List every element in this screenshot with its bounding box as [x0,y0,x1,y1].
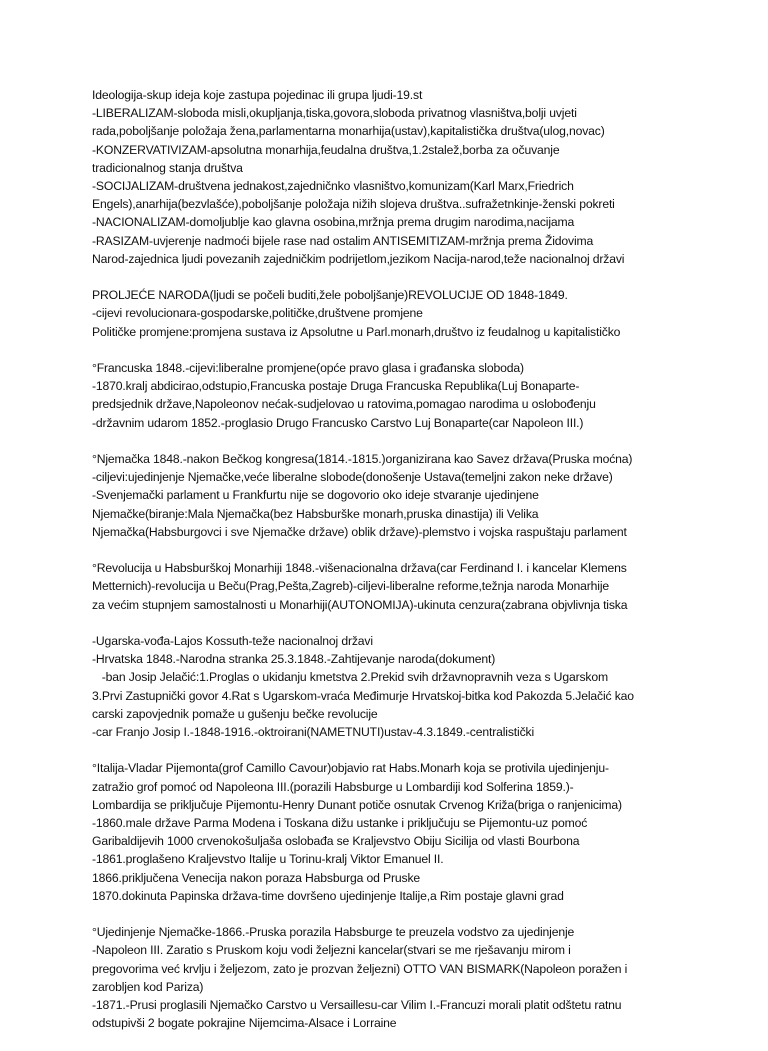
text-line: carski zapovjednik pomaže u gušenju bečke revolucije [92,706,378,721]
text-line: -RASIZAM-uvjerenje nadmoći bijele rase nad ostalim ANTISEMITIZAM-mržnja prema Židovima [92,233,594,248]
text-line: -Hrvatska 1848.-Narodna stranka 25.3.1848.-Zahtijevanje naroda(dokument) [92,652,496,667]
text-line: °Njemačka 1848.-nakon Bečkog kongresa(1814.-1815.)organizirana kao Savez država(Pruska moćna) [92,452,633,467]
text-line: 3.Prvi Zastupnički govor 4.Rat s Ugarskom-vraća Međimurje Hrvatskoj-bitka kod Pakozda 5.Jelačić kao [92,688,634,703]
text-line: -NACIONALIZAM-domoljublje kao glavna osobina,mržnja prema drugim narodima,nacijama [92,215,575,230]
text-line: Njemačka(Habsburgovci i sve Njemačke države) oblik države)-plemstvo i vojska raspuštaju parlament [92,524,627,539]
paragraph-ideologies [92,86,692,268]
text-line: Metternich)-revolucija u Beču(Prag,Pešta,Zagreb)-ciljevi-liberalne reforme,težnja naroda Monarhije [92,579,610,594]
text-line: Lombardija se priključuje Pijemontu-Henry Dunant potiče osnutak Crvenog Križa(briga o ranjenicima) [92,797,622,812]
text-line: Političke promjene:promjena sustava iz Apsolutne u Parl.monarh,društvo iz feudalnog u kapitalističko [92,324,621,339]
paragraph-italy [92,759,692,905]
text-line: °Revolucija u Habsburškoj Monarhiji 1848.-višenacionalna država(car Ferdinand I. i kancelar Klemens [92,561,627,576]
paragraph-hungary-croatia [92,632,692,741]
text-line: -1870.kralj abdicirao,odstupio,Francuska postaje Druga Francuska Republika(Luj Bonaparte- [92,379,580,394]
text-line: °Francuska 1848.-cijevi:liberalne promjene(opće pravo glasa i građanska sloboda) [92,361,524,376]
text-line: Ideologija-skup ideja koje zastupa pojedinac ili grupa ljudi-19.st [92,88,423,102]
paragraph-spring-of-nations [92,286,692,341]
paragraph-france [92,359,692,432]
text-line: -KONZERVATIVIZAM-apsolutna monarhija,feudalna društva,1.2stalež,borba za očuvanje [92,142,560,157]
text-line: zarobljen kod Pariza) [92,979,204,994]
text-line: pregovorima već krvlju i željezom, zato je prozvan željezni) OTTO VAN BISMARK(Napoleon poražen i [92,961,628,976]
text-line: -1860.male države Parma Modena i Toskana dižu ustanke i priključuju se Pijemontu-uz pomoć [92,816,588,831]
text-line: predsjednik države,Napoleonov nećak-sudjelovao u ratovima,pomagao narodima u oslobođenju [92,397,596,412]
text-line: odstupivši 2 bogate pokrajine Nijemcima-Alsace i Lorraine [92,1016,397,1031]
text-line: Engels),anarhija(bezvlašće),poboljšanje položaja nižih slojeva društva..sufražetnkinje-ženski pokreti [92,197,615,212]
text-line: 1870.dokinuta Papinska država-time dovršeno ujedinjenje Italije,a Rim postaje glavni grad [92,888,564,903]
text-line: zatražio grof pomoć od Napoleona III.(porazili Habsburge u Lombardiji kod Solferina 1859.)- [92,779,574,794]
text-line: rada,poboljšanje položaja žena,parlamentarna monarhija(ustav),kapitalistička društva(ulog,novac) [92,124,605,139]
text-line: -SOCIJALIZAM-društvena jednakost,zajedničnko vlasništvo,komunizam(Karl Marx,Friedrich [92,179,574,194]
text-line: -Svenjemački parlament u Frankfurtu nije se dogovorio oko ideje stvaranje ujedinjene [92,488,539,503]
text-line: -1861.proglašeno Kraljevstvo Italije u Torinu-kralj Viktor Emanuel II. [92,852,444,867]
text-line: °Italija-Vladar Pijemonta(grof Camillo Cavour)objavio rat Habs.Monarh koja se protivila ujedinjenju- [92,761,609,776]
text-line: -LIBERALIZAM-sloboda misli,okupljanja,tiska,govora,sloboda privatnog vlasništva,bolji uvjeti [92,106,577,121]
text-line: -car Franjo Josip I.-1848-1916.-oktroirani(NAMETNUTI)ustav-4.3.1849.-centralistički [92,725,535,740]
document-page [92,86,692,1051]
paragraph-german-unification [92,923,692,1032]
text-line: -cijevi revolucionara-gospodarske,političke,društvene promjene [92,306,423,321]
text-line: Njemačke(biranje:Mala Njemačka(bez Habsburške monarh,pruska dinastija) ili Velika [92,506,539,521]
text-line: tradicionalnog stanja društva [92,160,243,175]
text-line: °Ujedinjenje Njemačke-1866.-Pruska porazila Habsburge te preuzela vodstvo za ujedinjenje [92,925,575,940]
text-line: -Ugarska-vođa-Lajos Kossuth-teže nacionalnoj državi [92,634,373,649]
text-line: Garibaldijevih 1000 crvenokošuljaša oslobađa se Kraljevstvo Obiju Sicilija od vlasti Bourbona [92,834,580,849]
paragraph-germany-1848 [92,450,692,541]
text-line: -1871.-Prusi proglasili Njemačko Carstvo u Versaillesu-car Vilim I.-Francuzi morali platit odštetu ratnu [92,998,622,1013]
text-line: -ciljevi:ujedinjenje Njemačke,veće liberalne slobode(donošenje Ustava(temeljni zakon neke države) [92,470,613,485]
text-line: za većim stupnjem samostalnosti u Monarhiji(AUTONOMIJA)-ukinuta cenzura(zabrana objvlivnja tiska [92,597,628,612]
text-line: PROLJEĆE NARODA(ljudi se počeli buditi,žele poboljšanje)REVOLUCIJE OD 1848-1849. [92,288,568,303]
text-line: Narod-zajednica ljudi povezanih zajedničkim podrijetlom,jezikom Nacija-narod,teže nacionalnoj državi [92,251,625,266]
text-line: -državnim udarom 1852.-proglasio Drugo Francusko Carstvo Luj Bonaparte(car Napoleon III.) [92,415,584,430]
text-line: 1866.priključena Venecija nakon poraza Habsburga od Pruske [92,870,421,885]
text-line: -Napoleon III. Zaratio s Pruskom koju vodi željezni kancelar(stvari se me rješavanju mirom i [92,943,571,958]
paragraph-habsburg-revolution [92,559,692,614]
text-line: -ban Josip Jelačić:1.Proglas o ukidanju kmetstva 2.Prekid svih državnopravnih veza s Ugarskom [92,670,609,685]
